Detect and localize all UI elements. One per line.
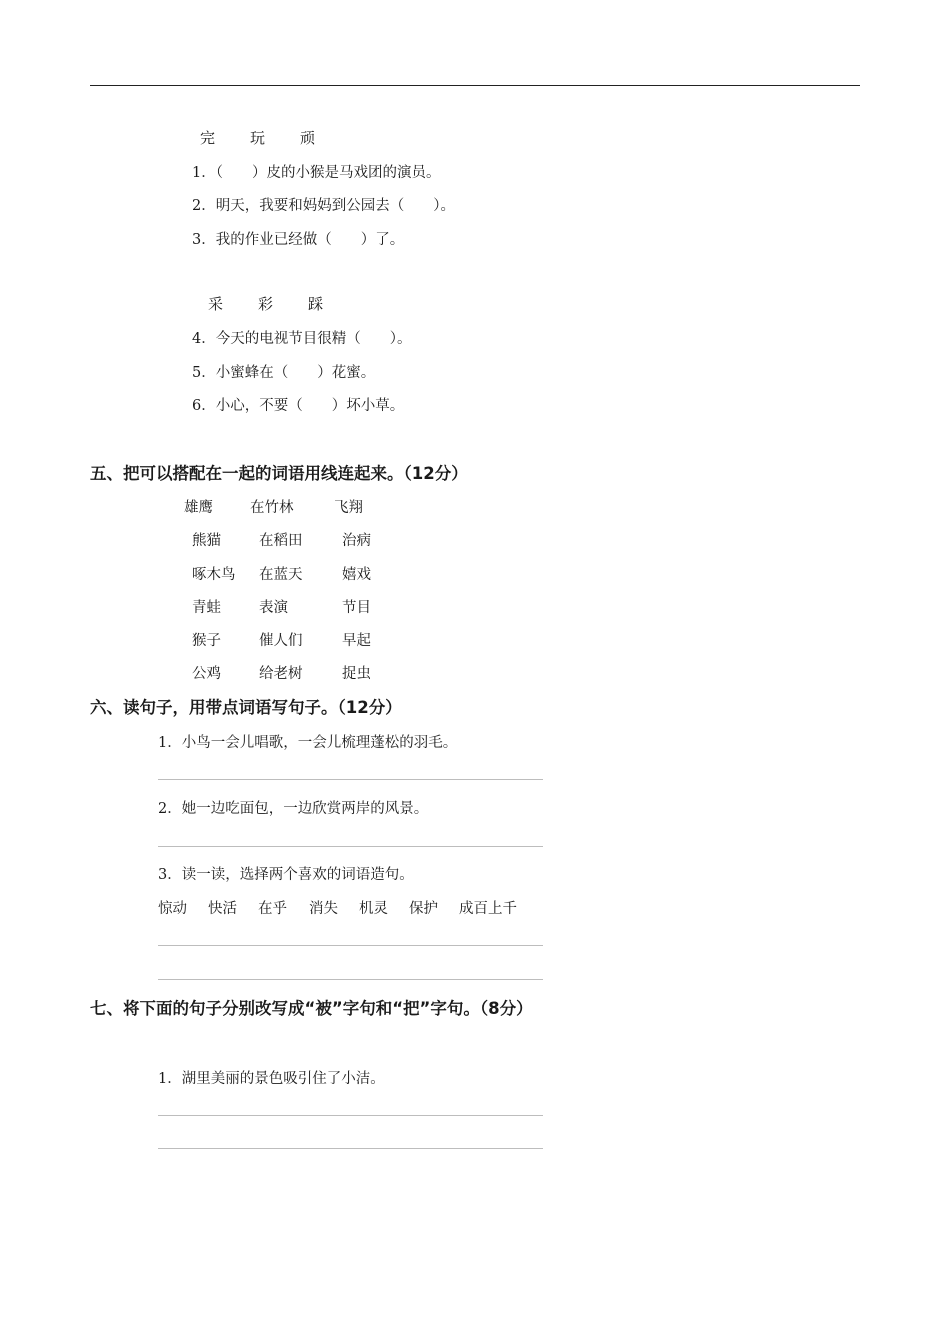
char-option: 彩 — [258, 295, 274, 313]
match-word-col3: 治病 — [342, 533, 371, 549]
answer-line[interactable] — [158, 1148, 543, 1149]
sentence-question: 1．湖里美丽的景色吸引住了小洁。 — [158, 1071, 385, 1087]
match-word-col2: 在稻田 — [259, 533, 303, 549]
word-choice: 机灵 — [359, 901, 388, 917]
answer-line[interactable] — [158, 945, 543, 946]
fill-blank-question: 2．明天，我要和妈妈到公园去（ ）。 — [192, 198, 455, 214]
section-7-title: 七、将下面的句子分别改写成“被”字句和“把”字句。（8分） — [90, 999, 533, 1018]
match-word-col3: 捉虫 — [342, 666, 371, 682]
fill-blank-question: 3．我的作业已经做（ ）了。 — [192, 232, 405, 248]
fill-blank-question: 4．今天的电视节目很精（ ）。 — [192, 331, 412, 347]
fill-blank-question: 6．小心，不要（ ）坏小草。 — [192, 398, 405, 414]
match-word-col3: 节目 — [342, 600, 371, 616]
answer-line[interactable] — [158, 1115, 543, 1116]
sentence-question: 1．小鸟一会儿唱歌，一会儿梳理蓬松的羽毛。 — [158, 735, 458, 751]
answer-line[interactable] — [158, 979, 543, 980]
section-5-title: 五、把可以搭配在一起的词语用线连起来。（12分） — [90, 464, 468, 483]
char-option: 完 — [200, 129, 216, 147]
char-option: 采 — [208, 295, 224, 313]
match-word-col1: 熊猫 — [192, 533, 221, 549]
word-choice: 快活 — [208, 901, 237, 917]
word-choice: 保护 — [409, 901, 438, 917]
match-word-col1: 公鸡 — [192, 666, 221, 682]
match-word-col3: 嬉戏 — [342, 567, 371, 583]
word-choice: 成百上千 — [459, 901, 517, 917]
section-6-title: 六、读句子，用带点词语写句子。（12分） — [90, 698, 402, 717]
match-word-col2: 催人们 — [259, 633, 303, 649]
match-word-col3: 早起 — [342, 633, 371, 649]
char-option: 顽 — [300, 129, 316, 147]
word-choice: 在乎 — [258, 901, 287, 917]
match-word-col2: 在竹林 — [250, 500, 294, 516]
match-word-col1: 雄鹰 — [184, 500, 213, 516]
word-choice: 惊动 — [158, 901, 187, 917]
match-word-col2: 表演 — [259, 600, 288, 616]
word-choice: 消失 — [309, 901, 338, 917]
header-rule — [90, 85, 860, 86]
match-word-col1: 啄木鸟 — [192, 567, 236, 583]
match-word-col3: 飞翔 — [334, 500, 363, 516]
char-option: 玩 — [250, 129, 266, 147]
sentence-question: 2．她一边吃面包，一边欣赏两岸的风景。 — [158, 801, 429, 817]
char-option: 踩 — [308, 295, 324, 313]
match-word-col1: 猴子 — [192, 633, 221, 649]
fill-blank-question: 1．（ ）皮的小猴是马戏团的演员。 — [192, 165, 441, 181]
sentence-question: 3．读一读，选择两个喜欢的词语造句。 — [158, 867, 414, 883]
answer-line[interactable] — [158, 779, 543, 780]
fill-blank-question: 5．小蜜蜂在（ ）花蜜。 — [192, 365, 376, 381]
match-word-col2: 给老树 — [259, 666, 303, 682]
match-word-col1: 青蛙 — [192, 600, 221, 616]
match-word-col2: 在蓝天 — [259, 567, 303, 583]
answer-line[interactable] — [158, 846, 543, 847]
